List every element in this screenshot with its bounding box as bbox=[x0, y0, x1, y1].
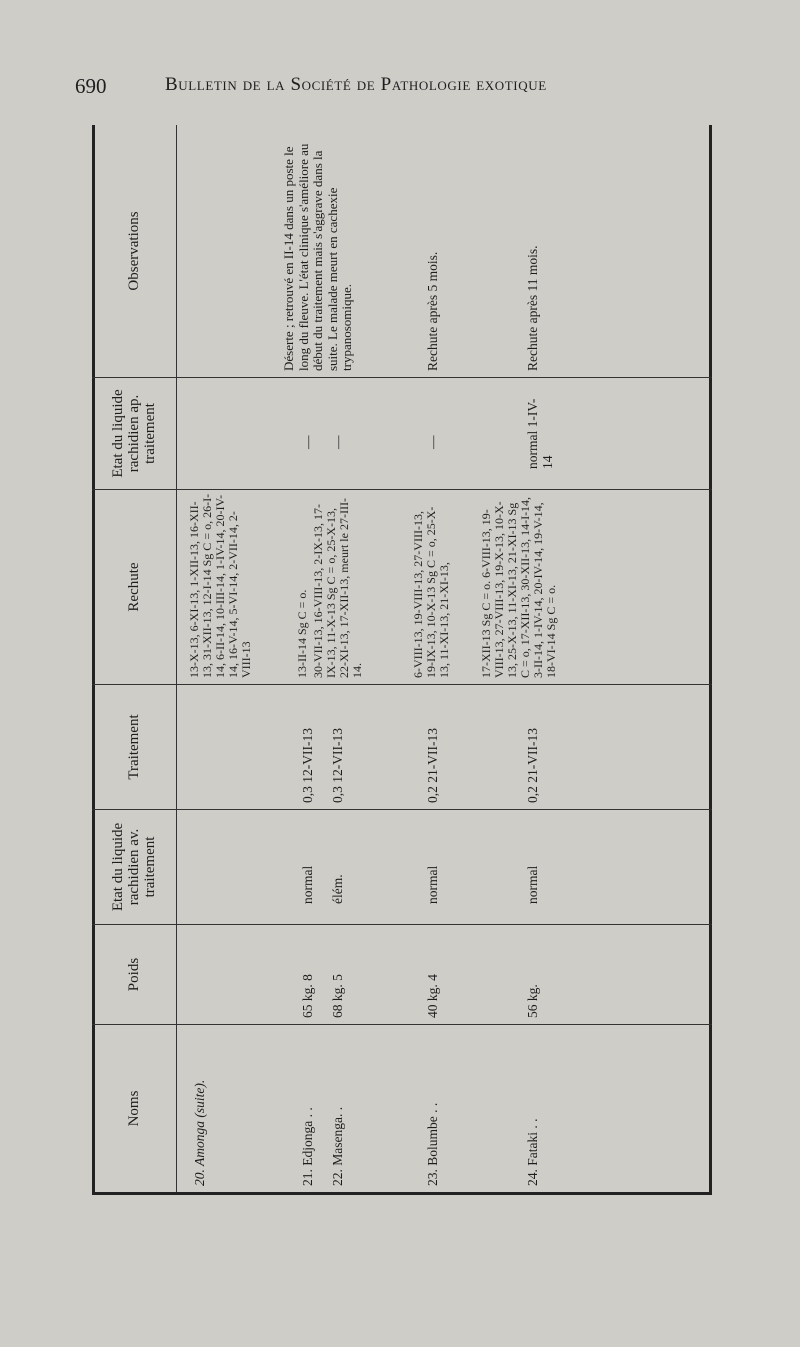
column-etat-av bbox=[92, 809, 712, 924]
cell-etat-av-row-5: normal bbox=[525, 865, 540, 904]
running-title: Bulletin de la Société de Pathologie exotique bbox=[165, 74, 547, 95]
column-noms bbox=[92, 1024, 712, 1192]
cell-traitement-row-2: 0,3 12-VII-13 bbox=[300, 728, 315, 803]
table-frame-left bbox=[92, 1192, 712, 1195]
rotated-table bbox=[92, 125, 712, 1195]
cell-poids-row-3: 68 kg. 5 bbox=[330, 974, 345, 1018]
column-traitement bbox=[92, 684, 712, 809]
cell-poids-row-2: 65 kg. 8 bbox=[300, 974, 315, 1018]
cell-traitement-row-4: 0,2 21-VII-13 bbox=[425, 728, 440, 803]
cell-etat-ap-row-4: — bbox=[425, 435, 440, 449]
cell-rechute-row-2: 13-II-14 Sg C = o. bbox=[295, 589, 309, 678]
cell-nom-row-4: 23. Bolumbe . . bbox=[425, 1102, 440, 1186]
cell-observations-row-5: Rechute après 11 mois. bbox=[525, 245, 540, 371]
column-header-poids: Poids bbox=[92, 925, 177, 1024]
cell-etat-av-row-3: élém. bbox=[330, 874, 345, 904]
cell-rechute-row-4: 6-VIII-13, 19-VIII-13, 27-VIII-13, 19-IX-13, 10-X-13 Sg C = o, 25-X-13, 11-XI-13, 21-XI-13, bbox=[411, 506, 451, 678]
column-header-etat-ap: Etat du liquide rachidien ap. traitement bbox=[92, 378, 177, 489]
cell-rechute-row-5: 17-XII-13 Sg C = o. 6-VIII-13, 19-VIII-13, 27-VIII-13, 19-X-13, 10-X-13, 25-X-13, 11-XI-13, 21-XI-13 Sg C = o, 17-XII-13, 30-XII-13, 14-I-14, 3-II-14, 1-IV-14, 20-IV-14, 19-V-14, 18-VI-14 Sg C = o. bbox=[479, 496, 558, 678]
column-header-rechute: Rechute bbox=[92, 490, 177, 684]
column-header-traitement: Traitement bbox=[92, 685, 177, 809]
column-rechute bbox=[92, 489, 712, 684]
column-header-observations: Observations bbox=[92, 125, 177, 377]
page-header bbox=[75, 68, 725, 108]
column-header-noms: Noms bbox=[92, 1025, 177, 1192]
cell-nom-row-3: 22. Masenga. . bbox=[330, 1106, 345, 1186]
cell-etat-ap-row-5: normal 1-IV-14 bbox=[525, 398, 555, 469]
cell-etat-av-row-4: normal bbox=[425, 865, 440, 904]
cell-etat-ap-row-3: — bbox=[330, 435, 345, 449]
cell-nom-row-1: 20. Amonga (suite). bbox=[192, 1079, 207, 1186]
cell-nom-row-2: 21. Edjonga . . bbox=[300, 1107, 315, 1186]
cell-etat-ap-row-2: — bbox=[300, 435, 315, 449]
cell-traitement-row-5: 0,2 21-VII-13 bbox=[525, 728, 540, 803]
cell-observations-row-4: Rechute après 5 mois. bbox=[425, 251, 440, 371]
cell-etat-av-row-2: normal bbox=[300, 865, 315, 904]
column-etat-ap bbox=[92, 377, 712, 489]
cell-poids-row-4: 40 kg. 4 bbox=[425, 974, 440, 1018]
column-observations bbox=[92, 125, 712, 377]
page-number: 690 bbox=[75, 74, 107, 98]
cell-rechute-row-3: 30-VII-13, 16-VIII-13, 2-IX-13, 17-IX-13, 11-X-13 Sg C = o, 25-X-13, 22-XI-13, 17-XII-13, meurt le 27-III-14. bbox=[311, 498, 364, 678]
cell-poids-row-5: 56 kg. bbox=[525, 984, 540, 1018]
cell-traitement-row-3: 0,3 12-VII-13 bbox=[330, 728, 345, 803]
column-poids bbox=[92, 924, 712, 1024]
cell-nom-row-5: 24. Fataki . . bbox=[525, 1118, 540, 1186]
cell-rechute-row-1: 13-X-13, 6-XI-13, 1-XII-13, 16-XII-13, 31-XII-13, 12-I-14 Sg C = o, 26-I-14, 6-II-14, 10-III-14, 1-IV-14, 20-IV-14, 16-V-14, 5-VI-14, 2-VII-14, 2-VIII-13 bbox=[187, 493, 253, 678]
column-header-etat-av: Etat du liquide rachidien av. traitement bbox=[92, 810, 177, 924]
cell-observations-row-1: Déserte ; retrouvé en II-14 dans un poste le long du fleuve. L'état clinique s'améliore au début du traitement mais s'aggrave dans la suite. Le malade meurt en cachexie trypanosomique. bbox=[281, 143, 354, 371]
